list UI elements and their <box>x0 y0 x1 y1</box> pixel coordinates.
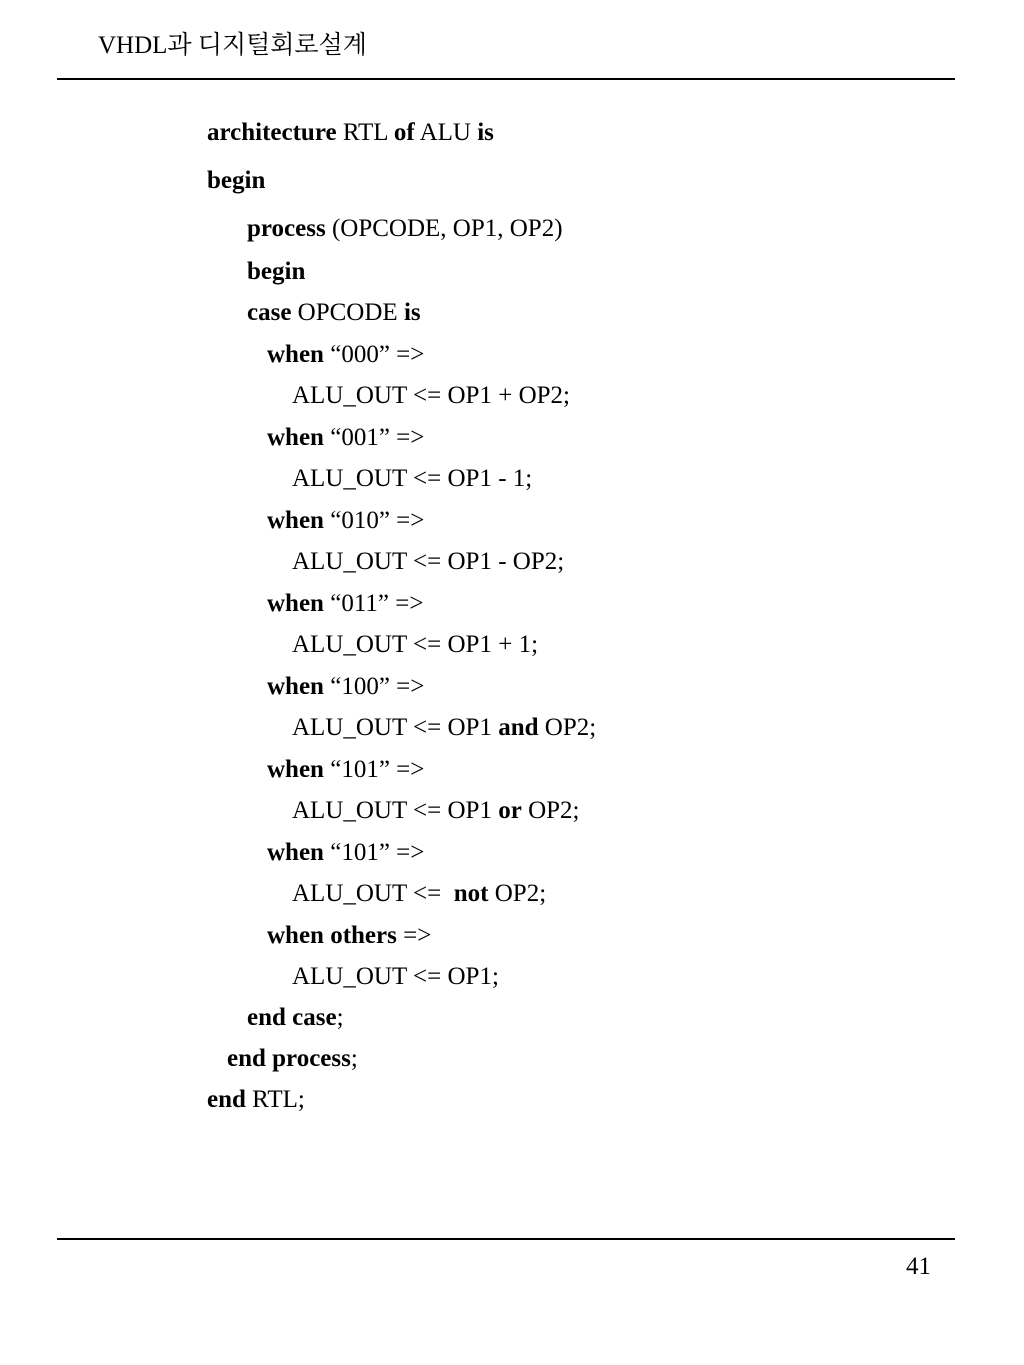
code-line-1: architecture RTL of ALU is <box>207 119 494 146</box>
code-line-20: when others => <box>267 922 432 949</box>
footer-rule <box>57 1238 955 1240</box>
code-line-13: ALU_OUT <= OP1 + 1; <box>292 631 539 658</box>
code-line-11: ALU_OUT <= OP1 - OP2; <box>292 548 565 575</box>
code-line-19: ALU_OUT <= not OP2; <box>292 880 547 907</box>
code-line-2: begin <box>207 167 266 194</box>
code-line-23: end process; <box>227 1045 358 1072</box>
code-line-14: when “100” => <box>267 673 425 700</box>
code-line-22: end case; <box>247 1004 344 1031</box>
code-line-17: ALU_OUT <= OP1 or OP2; <box>292 797 580 824</box>
code-line-9: ALU_OUT <= OP1 - 1; <box>292 465 533 492</box>
code-line-18: when “101” => <box>267 839 425 866</box>
code-line-3: process (OPCODE, OP1, OP2) <box>247 215 563 242</box>
code-line-8: when “001” => <box>267 424 425 451</box>
header-title: VHDL과 디지털회로설계 <box>98 32 367 59</box>
header-rule <box>57 78 955 80</box>
code-line-21: ALU_OUT <= OP1; <box>292 963 499 990</box>
code-line-12: when “011” => <box>267 590 424 617</box>
code-line-6: when “000” => <box>267 341 425 368</box>
code-line-24: end RTL; <box>207 1086 305 1113</box>
code-line-7: ALU_OUT <= OP1 + OP2; <box>292 382 570 409</box>
code-line-5: case OPCODE is <box>247 299 421 326</box>
page-number: 41 <box>906 1253 931 1280</box>
code-line-16: when “101” => <box>267 756 425 783</box>
code-line-10: when “010” => <box>267 507 425 534</box>
code-line-4: begin <box>247 258 306 285</box>
code-line-15: ALU_OUT <= OP1 and OP2; <box>292 714 597 741</box>
